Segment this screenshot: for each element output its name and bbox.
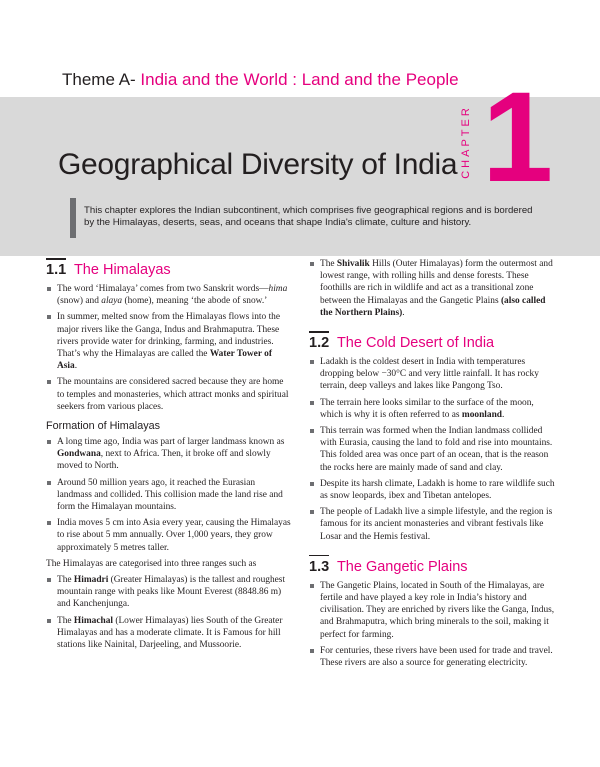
section-title: The Gangetic Plains [336, 558, 468, 575]
section-number: 1.1 [46, 262, 67, 278]
list-item: For centuries, these rivers have been used for trade and travel. These rivers are also a source for generating electricity. [309, 645, 555, 669]
theme-title: India and the World : Land and the People [140, 70, 459, 89]
chapter-title: Geographical Diversity of India [58, 148, 458, 181]
list-item: Despite its harsh climate, Ladakh is home to rare wildlife such as snow leopards, ibex and Tibetan antelopes. [309, 478, 555, 502]
list-item: The Himadri (Greater Himalayas) is the tallest and roughest mountain range with peaks like Mount Everest (8848.86 m) and Kanchenjunga. [46, 574, 292, 611]
section-title: The Himalayas [73, 262, 171, 278]
list-item: The Shivalik Hills (Outer Himalayas) form the outermost and lowest range, with rolling hills and dense forests. These foothills are rich in wildlife and act as a transitional zone between the Himalayas and the Gangetic Plains (also called the Northern Plains). [309, 258, 555, 319]
list-item: The Gangetic Plains, located in South of the Himalayas, are fertile and have played a key role in India’s history and civilisation. They are enriched by rivers like the Ganga, Indus, and Brahmaputra, which bring minerals to the soil, making it perfect for farming. [309, 580, 555, 641]
list-item: In summer, melted snow from the Himalayas flows into the major rivers like the Ganga, Indus and Brahmaputra. These rivers provide water for drinking, farming, and industries. That’s why the Himalayas are called the Water Tower of Asia. [46, 311, 292, 372]
list-item: Ladakh is the coldest desert in India with temperatures dropping below −30°C and very little rainfall. It has rocky terrain, deep valleys and lakes like Pangong Tso. [309, 356, 555, 393]
formation-bullet-list [46, 436, 292, 554]
list-item: This terrain was formed when the Indian landmass collided with Eurasia, causing the land to fold and rise into mountains. This folded area was once part of an ocean, that is the reason the rocks here are mainly made of sand and clay. [309, 425, 555, 474]
list-item: The word ‘Himalaya’ comes from two Sanskrit words—hima (snow) and alaya (home), meaning ‘the abode of snow.’ [46, 283, 292, 307]
chapter-number: 1 [482, 66, 554, 209]
list-item: Around 50 million years ago, it reached the Eurasian landmass and collided. This collision made the land rise and form the Himalayan mountains. [46, 477, 292, 514]
section-heading-himalayas [46, 258, 292, 279]
chapter-intro: This chapter explores the Indian subcontinent, which comprises five geographical regions and is bordered by the Himalayas, deserts, seas, and oceans that shape India's climate, culture and history. [84, 205, 533, 228]
intro-accent-bar [70, 198, 76, 238]
gangetic-bullet-list [309, 580, 555, 669]
theme-prefix: Theme A- [62, 70, 141, 89]
list-item: The people of Ladakh live a simple lifestyle, and the region is famous for its ancient monasteries and vibrant festivals like Losar and the Hemis festival. [309, 506, 555, 543]
list-item: A long time ago, India was part of larger landmass known as Gondwana, next to Africa. Then, it broke off and slowly moved to North. [46, 436, 292, 473]
list-item: The terrain here looks similar to the surface of the moon, which is why it is often referred to as moonland. [309, 397, 555, 421]
ranges-intro: The Himalayas are categorised into three ranges such as [46, 558, 257, 569]
ranges-bullet-list [46, 574, 292, 651]
list-item: The mountains are considered sacred because they are home to temples and monasteries, which attract monks and spiritual seekers from various places. [46, 376, 292, 413]
ranges-bullet-list-continued [309, 258, 555, 319]
cold-desert-bullet-list [309, 356, 555, 543]
himalayas-bullet-list [46, 283, 292, 413]
chapter-word: CHAPTER [460, 105, 472, 179]
section-heading-cold-desert [309, 331, 555, 352]
section-title: The Cold Desert of India [336, 335, 495, 352]
chapter-label [458, 102, 474, 182]
left-column [46, 258, 292, 655]
section-heading-gangetic [309, 555, 555, 576]
section-number: 1.2 [309, 335, 330, 352]
right-column [309, 258, 555, 673]
list-item: The Himachal (Lower Himalayas) lies South of the Greater Himalayas and has a moderate climate. It is Famous for hill stations like Nainital, Darjeeling, and Mussoorie. [46, 615, 292, 652]
list-item: India moves 5 cm into Asia every year, causing the Himalayas to rise about 5 mm annually. Over 1,000 years, they grow approximately 5 metres taller. [46, 517, 292, 554]
theme-heading [62, 70, 459, 90]
section-number: 1.3 [309, 558, 330, 575]
subheading-formation: Formation of Himalayas [46, 420, 161, 433]
